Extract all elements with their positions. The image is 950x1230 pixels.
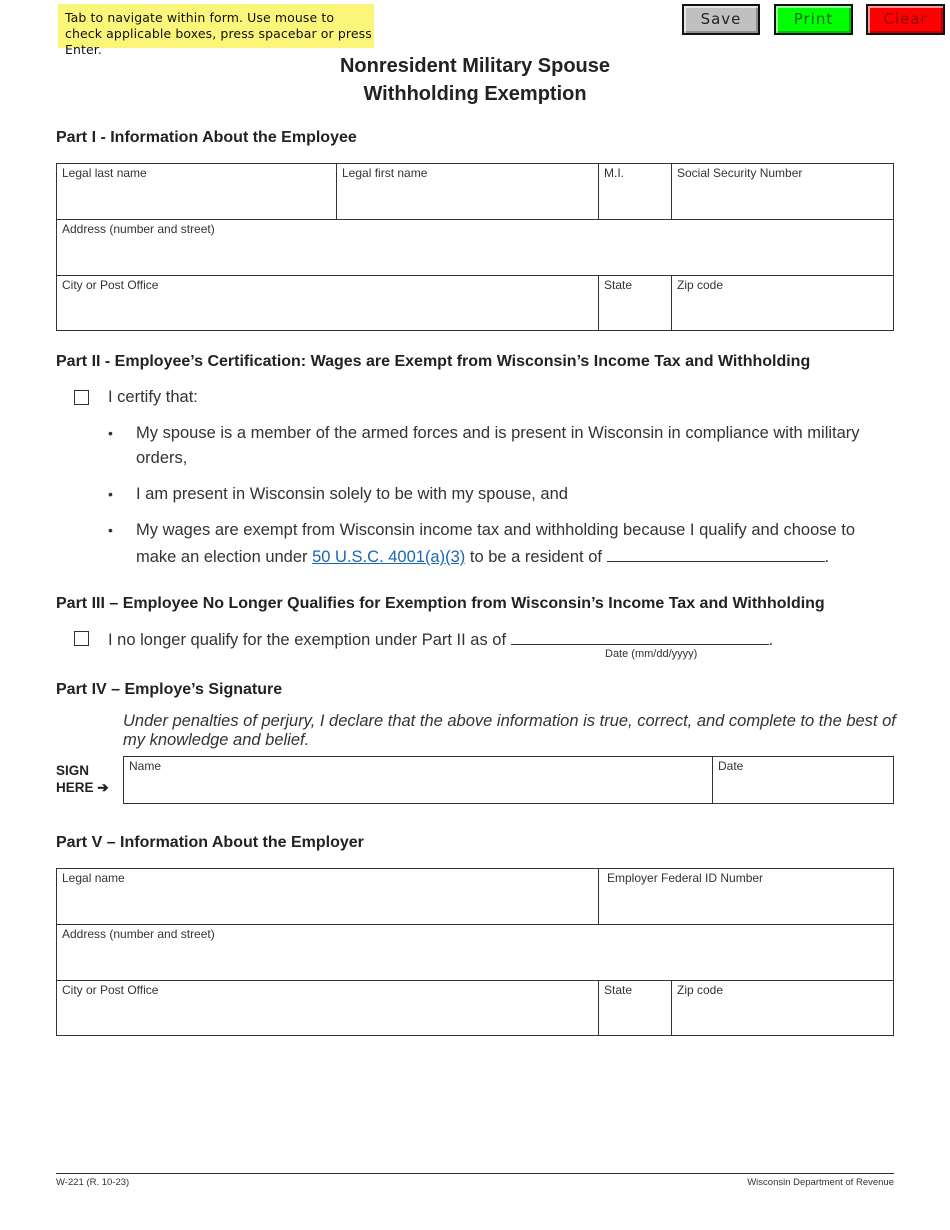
arrow-right-icon: ➔ bbox=[97, 780, 109, 795]
employer-state-input[interactable] bbox=[603, 1007, 667, 1031]
form-id: W-221 (R. 10-23) bbox=[56, 1177, 130, 1188]
print-button[interactable]: Print bbox=[774, 4, 853, 35]
sign-label-line2: HERE ➔ bbox=[56, 780, 109, 795]
no-longer-qualify-checkbox[interactable] bbox=[74, 631, 89, 646]
period: . bbox=[824, 548, 830, 566]
employee-address-cell bbox=[57, 220, 893, 276]
date-caption: Date (mm/dd/yyyy) bbox=[605, 648, 698, 660]
employee-ssn-label: Social Security Number bbox=[677, 166, 803, 180]
employee-first-name-cell bbox=[337, 164, 599, 220]
employee-last-name-input[interactable] bbox=[61, 191, 332, 215]
employee-mi-input[interactable] bbox=[603, 191, 667, 215]
sign-here-label bbox=[56, 762, 109, 796]
employer-zip-cell bbox=[672, 981, 893, 1035]
employer-legal-name-cell bbox=[57, 869, 599, 925]
employee-last-name-label: Legal last name bbox=[62, 166, 147, 180]
sign-label-line1: SIGN bbox=[56, 763, 90, 778]
employer-state-label: State bbox=[604, 983, 633, 997]
form-title bbox=[0, 52, 950, 108]
clear-button[interactable]: Clear bbox=[866, 4, 945, 35]
part4-heading: Part IV – Employe’s Signature bbox=[56, 681, 283, 698]
signature-name-input[interactable] bbox=[128, 775, 708, 799]
certification-item-2: I am present in Wisconsin solely to be with my spouse, and bbox=[136, 485, 568, 503]
employee-address-input[interactable] bbox=[61, 247, 889, 271]
employee-mi-cell bbox=[599, 164, 672, 220]
employee-state-cell bbox=[599, 276, 672, 330]
employee-city-cell bbox=[57, 276, 599, 330]
employee-state-label: State bbox=[604, 278, 633, 292]
certification-item-3 bbox=[136, 518, 884, 570]
save-button[interactable]: Save bbox=[682, 4, 760, 35]
no-longer-qualify-date-input[interactable] bbox=[511, 626, 769, 645]
employee-zip-input[interactable] bbox=[676, 302, 889, 326]
employer-zip-input[interactable] bbox=[676, 1007, 889, 1031]
certify-checkbox[interactable] bbox=[74, 390, 89, 405]
employee-ssn-input[interactable] bbox=[676, 191, 889, 215]
employee-city-label: City or Post Office bbox=[62, 278, 159, 292]
part2-heading: Part II - Employee’s Certification: Wages are Exempt from Wisconsin’s Income Tax and Withholding bbox=[56, 353, 811, 370]
resident-state-input[interactable] bbox=[607, 543, 825, 562]
signature-date-label: Date bbox=[718, 759, 744, 773]
employee-zip-cell bbox=[672, 276, 893, 330]
employee-zip-label: Zip code bbox=[677, 278, 724, 292]
employer-legal-name-label: Legal name bbox=[62, 871, 125, 885]
form-title-line1: Nonresident Military Spouse bbox=[339, 55, 611, 77]
employer-fein-cell bbox=[599, 869, 893, 925]
bullet-icon: • bbox=[108, 522, 113, 538]
certification-item-3-suffix: to be a resident of bbox=[465, 548, 607, 566]
employee-info-grid bbox=[56, 163, 894, 331]
employer-info-grid bbox=[56, 868, 894, 1036]
employer-legal-name-input[interactable] bbox=[61, 896, 594, 920]
employer-city-label: City or Post Office bbox=[62, 983, 159, 997]
employer-address-input[interactable] bbox=[61, 952, 889, 976]
signature-grid bbox=[123, 756, 894, 804]
certification-item-1: My spouse is a member of the armed forces and is present in Wisconsin in compliance with military orders, bbox=[136, 424, 860, 467]
period: . bbox=[768, 631, 774, 649]
certification-item-3-text: My wages are exempt from Wisconsin income tax and withholding because I qualify and choose to make an election under bbox=[136, 521, 856, 566]
employer-address-label: Address (number and street) bbox=[62, 927, 215, 941]
part5-heading: Part V – Information About the Employer bbox=[56, 834, 364, 851]
employer-fein-label: Employer Federal ID Number bbox=[607, 871, 764, 885]
usc-link[interactable]: 50 U.S.C. 4001(a)(3) bbox=[312, 548, 466, 566]
no-longer-qualify-label: I no longer qualify for the exemption under Part II as of bbox=[108, 631, 507, 649]
employer-address-cell bbox=[57, 925, 893, 981]
part1-heading: Part I - Information About the Employee bbox=[56, 129, 357, 146]
signature-name-label: Name bbox=[129, 759, 162, 773]
employee-first-name-label: Legal first name bbox=[342, 166, 428, 180]
employee-mi-label: M.I. bbox=[604, 166, 624, 180]
employer-city-input[interactable] bbox=[61, 1007, 594, 1031]
employee-state-input[interactable] bbox=[603, 302, 667, 326]
employee-address-label: Address (number and street) bbox=[62, 222, 215, 236]
agency-name: Wisconsin Department of Revenue bbox=[747, 1177, 894, 1188]
signature-name-cell bbox=[124, 757, 713, 803]
employee-first-name-input[interactable] bbox=[341, 191, 594, 215]
bullet-icon: • bbox=[108, 486, 113, 502]
bullet-icon: • bbox=[108, 425, 113, 441]
form-title-line2: Withholding Exemption bbox=[363, 83, 587, 105]
employer-city-cell bbox=[57, 981, 599, 1035]
certify-label: I certify that: bbox=[108, 388, 198, 406]
employer-fein-input[interactable] bbox=[603, 896, 889, 920]
employee-city-input[interactable] bbox=[61, 302, 594, 326]
employer-zip-label: Zip code bbox=[677, 983, 724, 997]
part3-heading: Part III – Employee No Longer Qualifies for Exemption from Wisconsin’s Income Tax and Withholding bbox=[56, 595, 825, 612]
employee-ssn-cell bbox=[672, 164, 893, 220]
employer-state-cell bbox=[599, 981, 672, 1035]
signature-date-cell bbox=[713, 757, 893, 803]
footer-divider bbox=[56, 1173, 894, 1174]
perjury-declaration: Under penalties of perjury, I declare that the above information is true, correct, and complete to the best of my knowledge and belief. bbox=[123, 712, 896, 749]
signature-date-input[interactable] bbox=[717, 775, 889, 799]
instructions-notice: Tab to navigate within form. Use mouse to check applicable boxes, press spacebar or press Enter. bbox=[58, 4, 374, 48]
employee-last-name-cell bbox=[57, 164, 337, 220]
